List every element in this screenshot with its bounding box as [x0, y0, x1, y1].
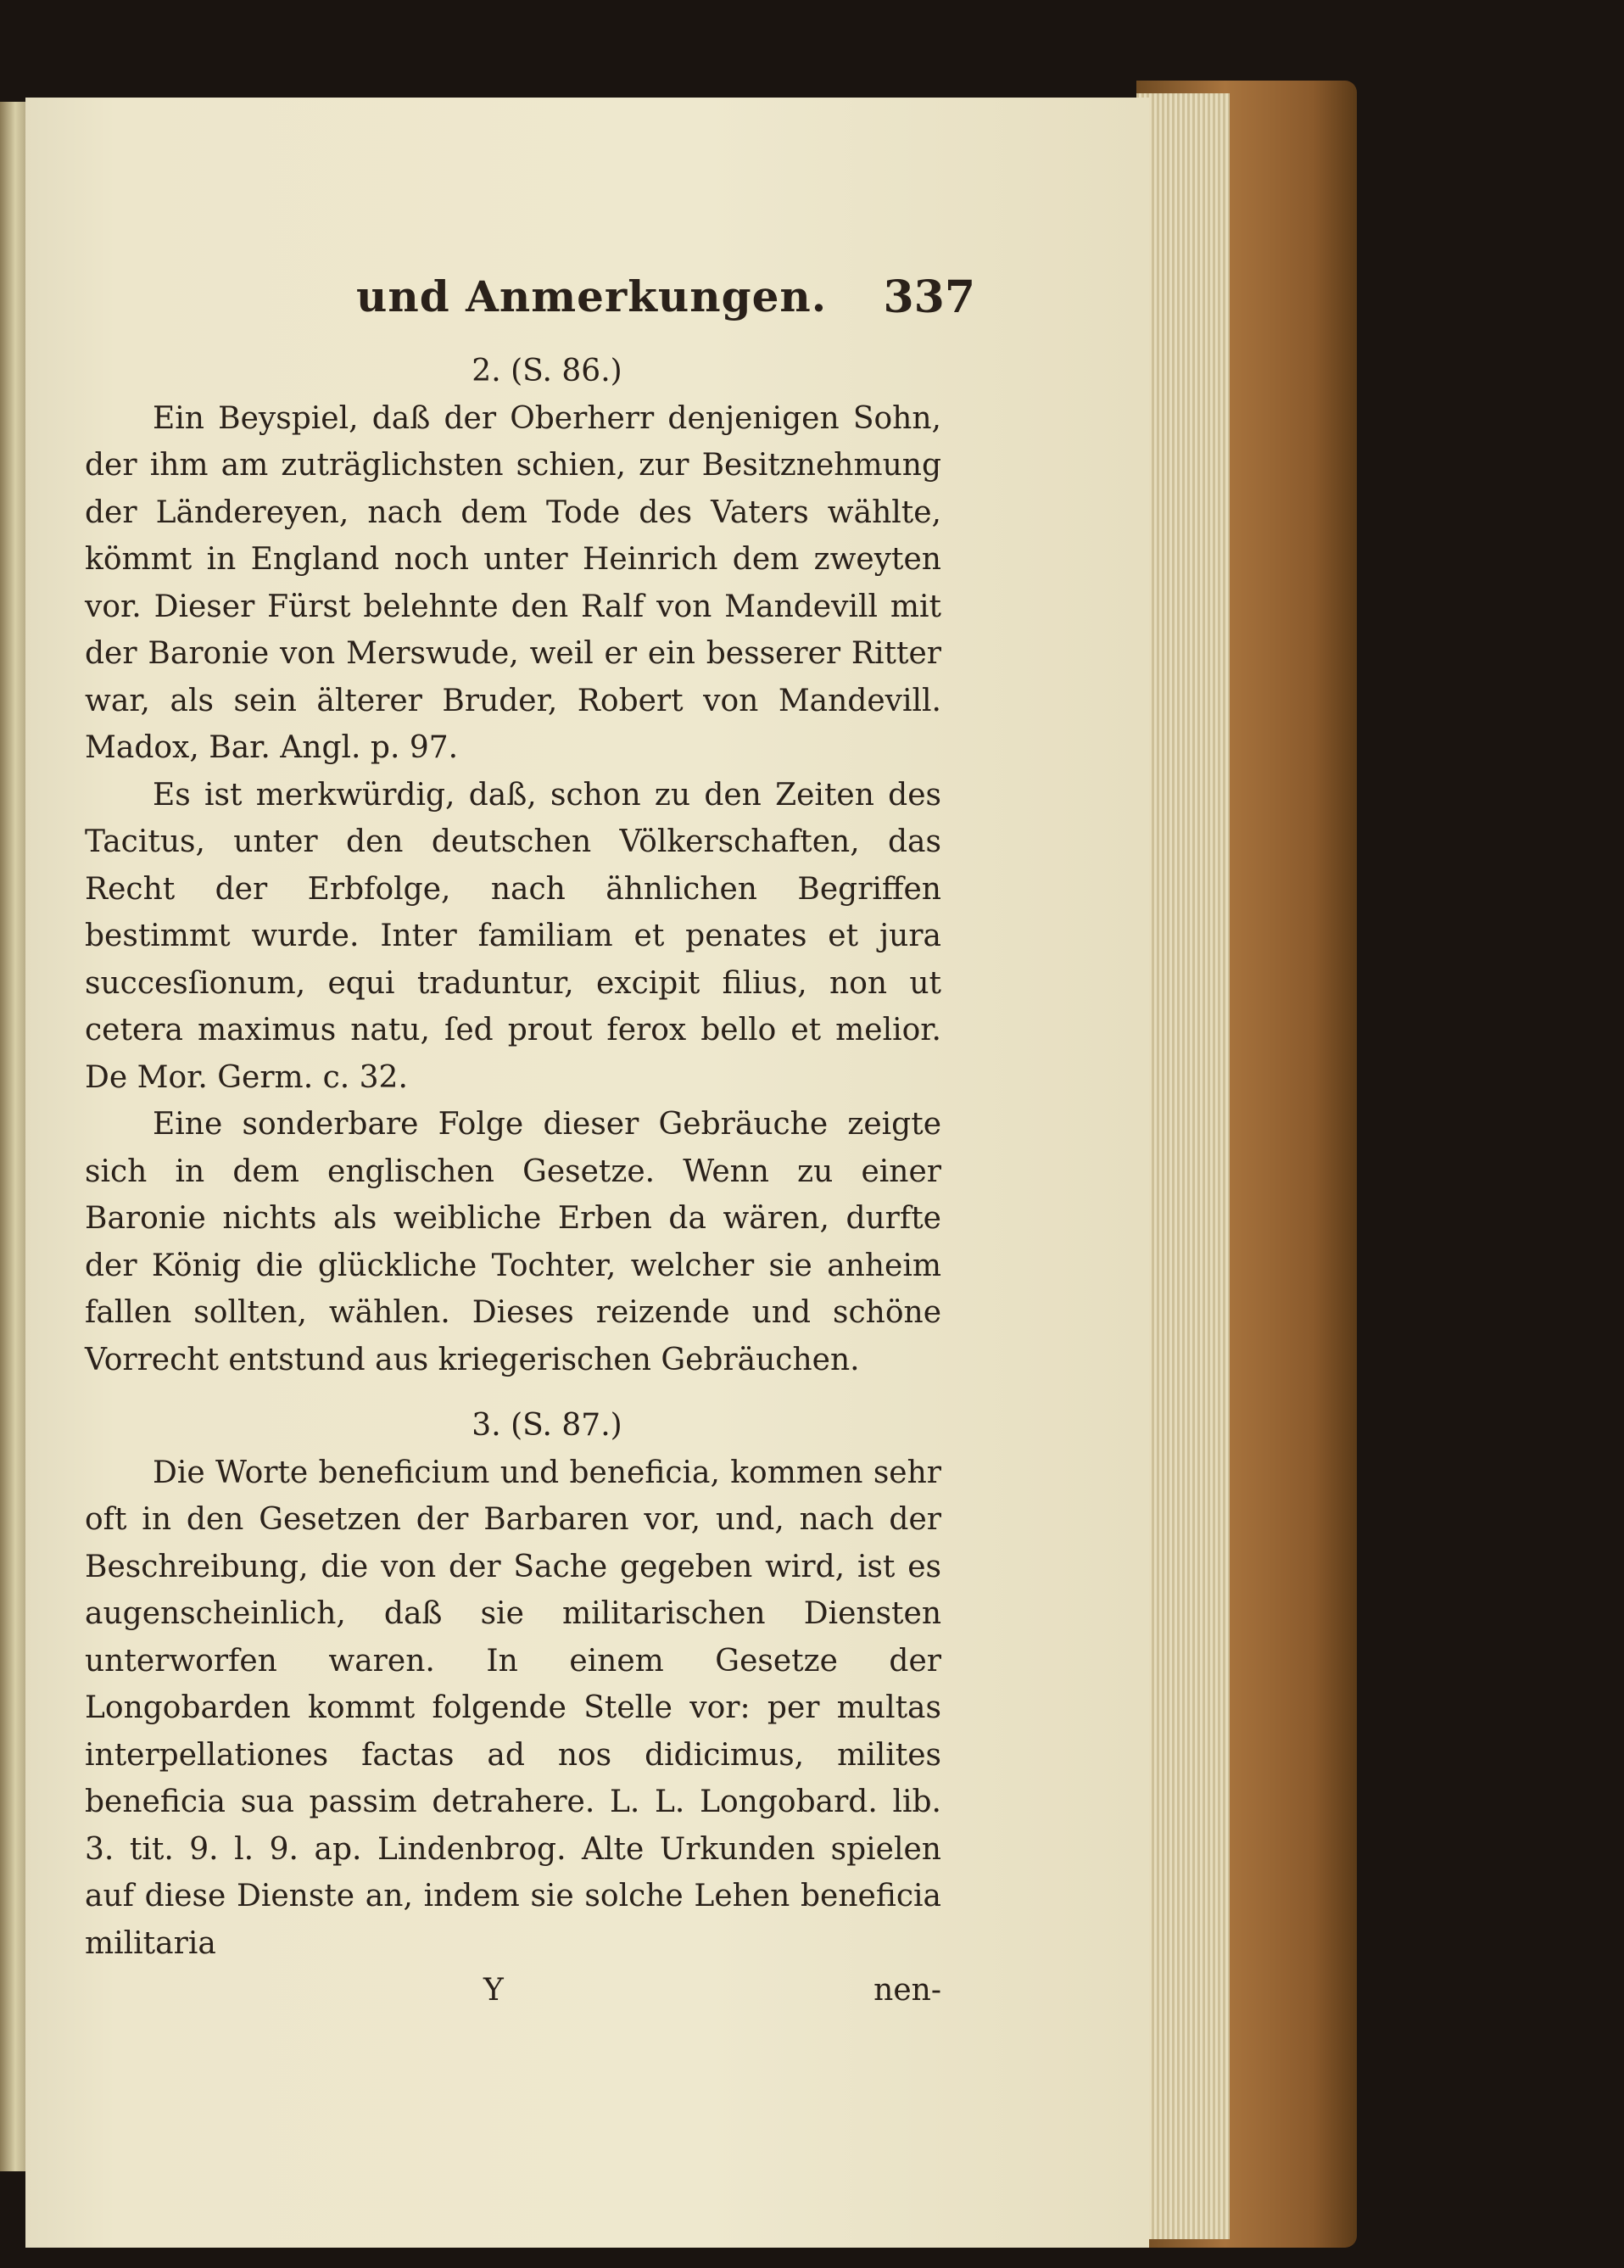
page-number: 337: [883, 271, 975, 323]
section-gap: [85, 1383, 941, 1402]
catchword: nen-: [873, 1973, 941, 2008]
paragraph: Es ist merkwürdig, daß, schon zu den Zeiten des Tacitus, unter den deutschen Völkerschaften, das Recht der Erbfolge, nach ähnlichen Begriffen bestimmt wurde. Inter familiam et penates et jura succesſionum, equi traduntur, excipit filius, non ut cetera maximus natu, ſed prout ferox bello et melior. De Mor. Germ. c. 32.: [85, 777, 941, 1095]
signature-mark: Y: [483, 1973, 504, 2008]
page-block-edges: [1136, 93, 1230, 2239]
note-heading: 3. (S. 87.): [472, 1408, 622, 1443]
running-head-title: und Anmerkungen.: [356, 271, 828, 321]
note-heading: 2. (S. 86.): [472, 354, 622, 388]
paragraph: Eine sonderbare Folge dieser Gebräuche zeigte sich in dem englischen Gesetze. Wenn zu einer Baronie nichts als weibliche Erben da wären, durfte der König die glückliche Tochter, welcher sie anheim fallen sollten, wählen. Dieses reizende und schöne Vorrecht entstund aus kriegerischen Gebräuchen.: [85, 1107, 941, 1377]
facing-page-edge: [0, 102, 25, 2171]
paragraph: Ein Beyspiel, daß der Oberherr denjenigen Sohn, der ihm am zuträglichsten schien, zur Besitznehmung der Ländereyen, nach dem Tode des Vaters wählte, kömmt in England noch unter Heinrich dem zweyten vor. Dieser Fürst belehnte den Ralf von Mandevill mit der Baronie von Merswude, weil er ein besserer Ritter war, als sein älterer Bruder, Robert von Mandevill. Madox, Bar. Angl. p. 97.: [85, 400, 941, 765]
paragraph: Die Worte beneficium und beneficia, kommen sehr oft in den Gesetzen der Barbaren vor, und, nach der Beschreibung, die von der Sache gegeben wird, ist es augenscheinlich, daß sie militarischen Diensten unterworfen waren. In einem Gesetze der Longobarden kommt folgende Stelle vor: per multas interpellationes factas ad nos didicimus, milites beneficia sua passim detrahere. L. L. Longobard. lib. 3. tit. 9. l. 9. ap. Lindenbrog. Alte Urkunden spielen auf diese Dienste an, indem sie solche Lehen beneficia militaria: [85, 1455, 941, 1961]
running-head: [331, 267, 975, 335]
book-page: [25, 98, 1149, 2248]
text-block: [85, 348, 941, 2014]
page-footer: [85, 1967, 941, 2014]
